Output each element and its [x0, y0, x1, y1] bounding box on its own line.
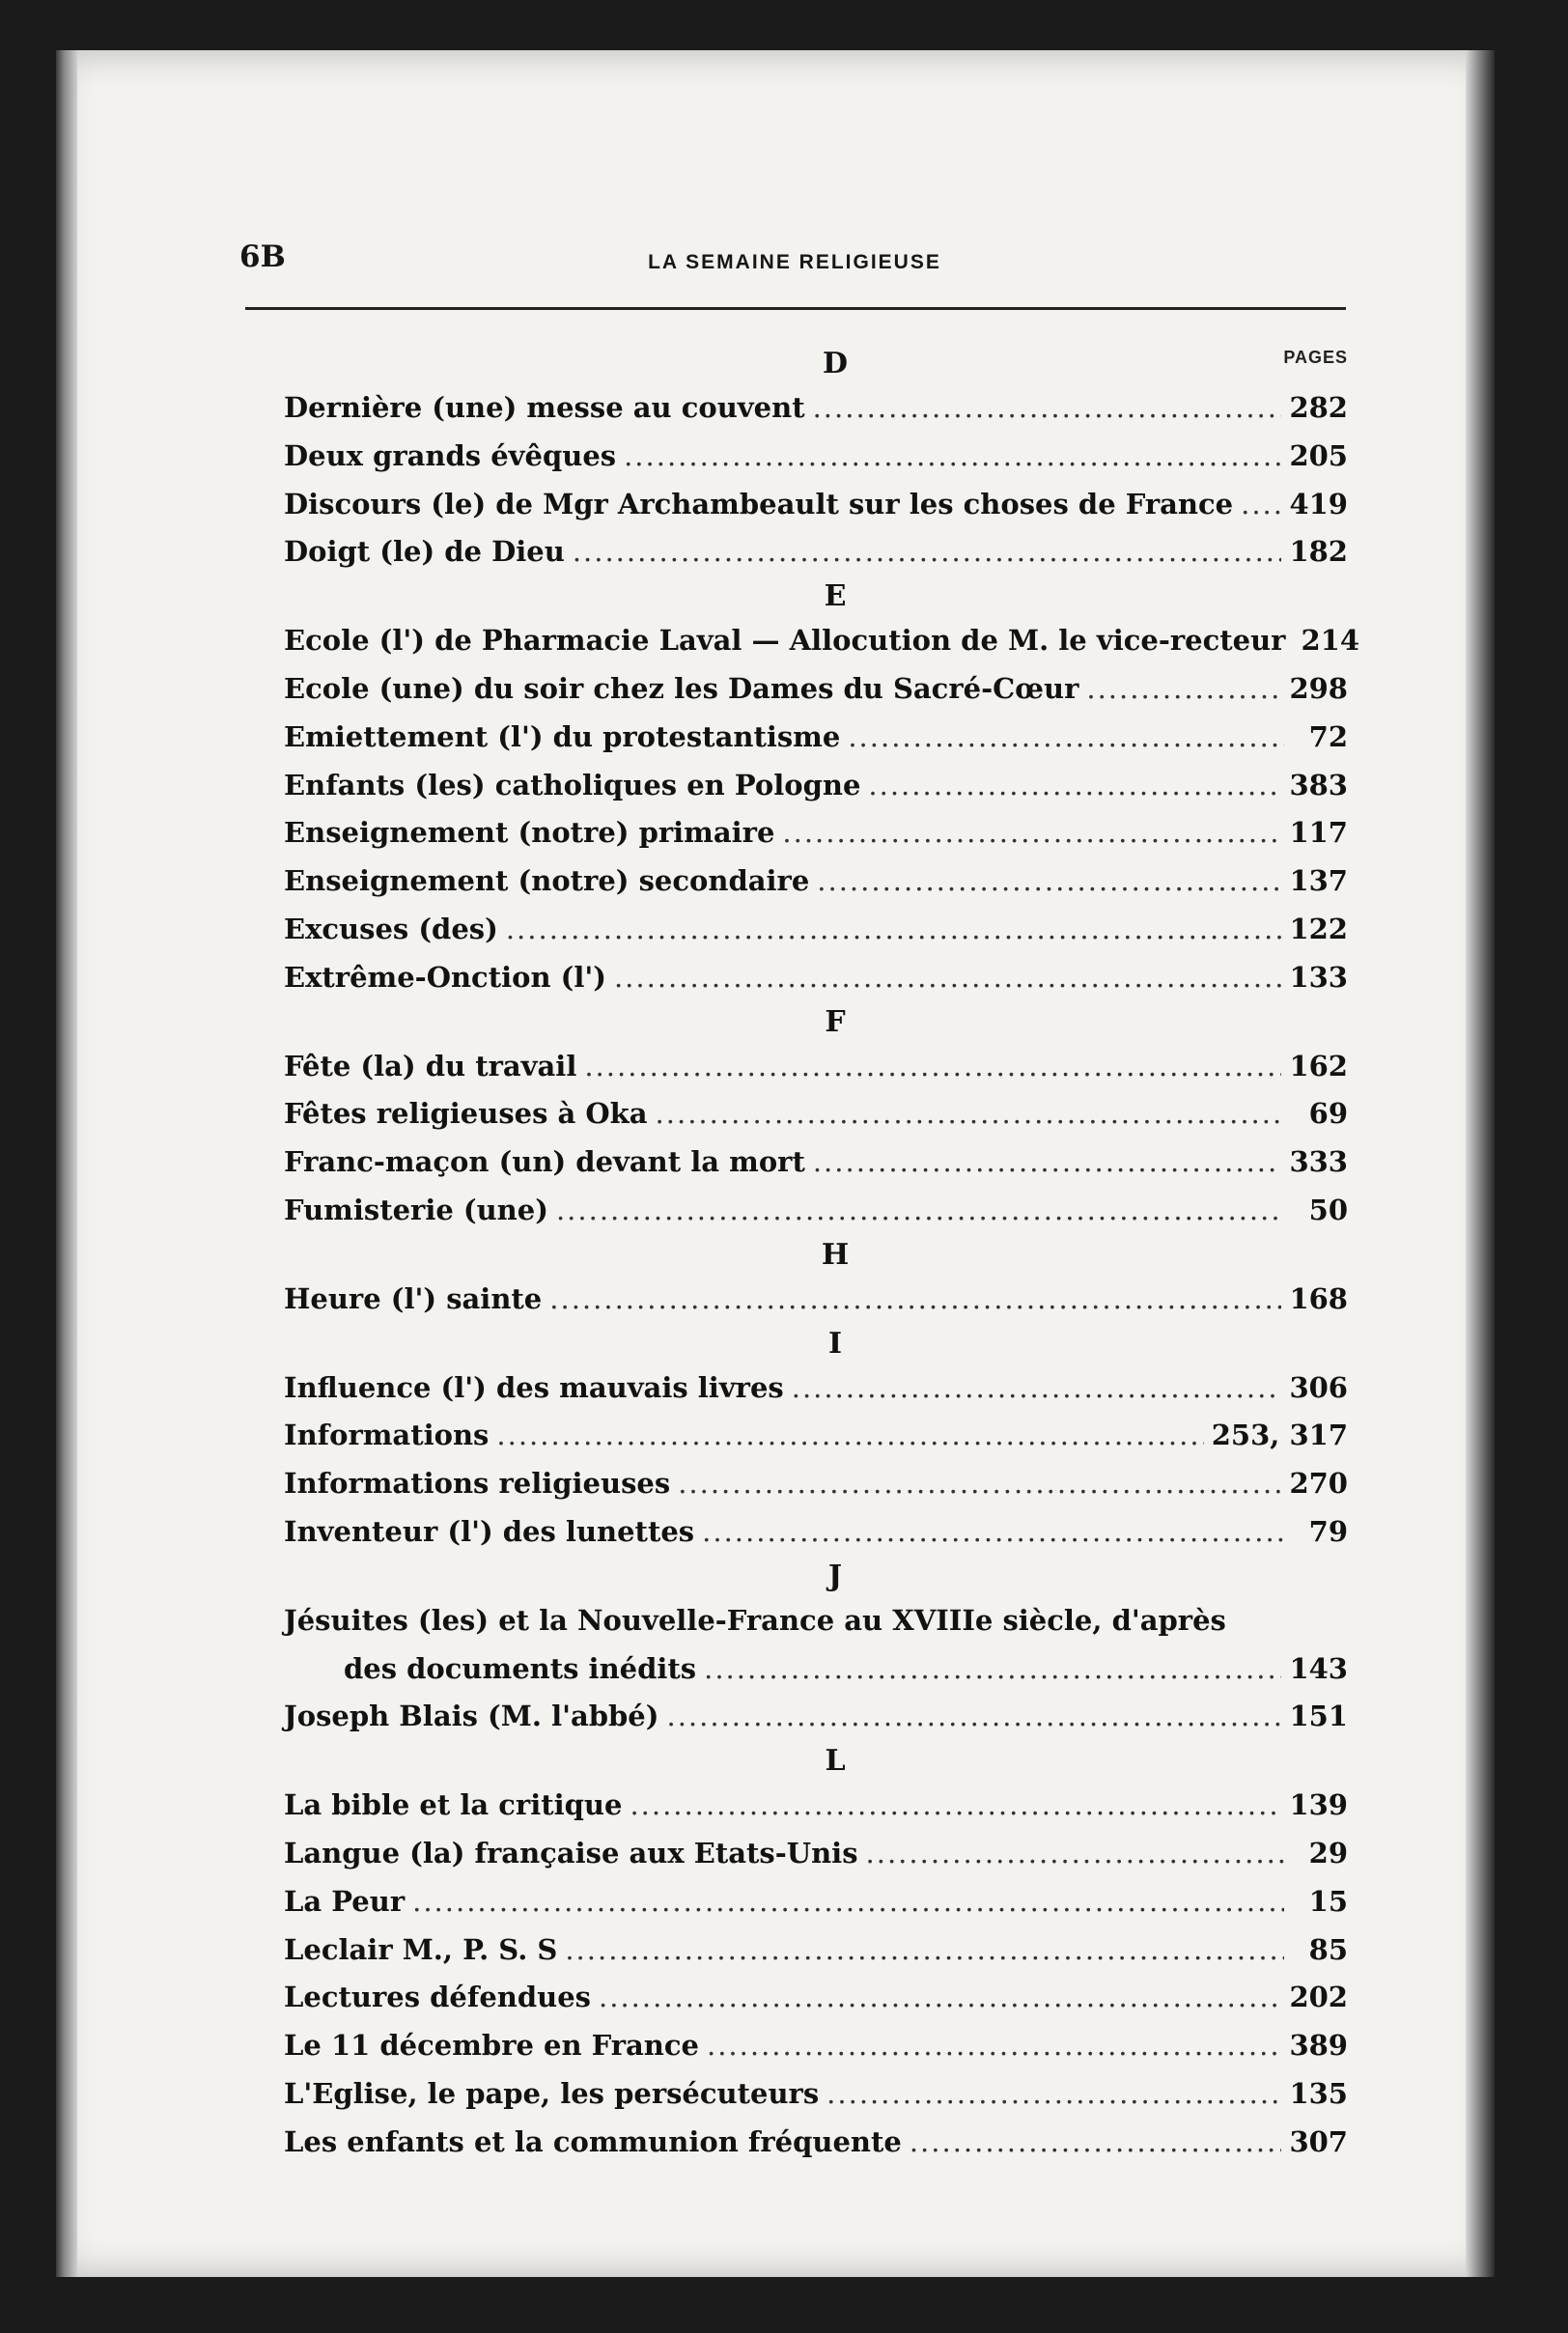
entry-title: Enfants (les) catholiques en Pologne [284, 768, 861, 801]
toc-entry [284, 2119, 1348, 2167]
entry-page: 79 [1308, 1514, 1348, 1548]
entry-page: 298 [1289, 671, 1348, 705]
entry-title: La bible et la critique [284, 1788, 623, 1822]
entry-title: Informations religieuses [284, 1467, 671, 1501]
section-letter: I [827, 1326, 843, 1361]
toc-entry [284, 1508, 1348, 1557]
leader-dots [866, 1830, 1284, 1878]
entry-page: 143 [1289, 1651, 1348, 1685]
leader-dots [573, 528, 1282, 576]
toc-entry [284, 809, 1348, 857]
entry-title: Fête (la) du travail [284, 1049, 577, 1082]
leader-dots [599, 1974, 1281, 2022]
toc-entry [284, 714, 1348, 762]
leader-dots [782, 809, 1281, 857]
toc-entry [284, 1830, 1348, 1878]
entry-title: Franc-maçon (un) devant la mort [284, 1145, 805, 1179]
leader-dots [666, 1693, 1281, 1741]
leader-dots [1241, 481, 1281, 529]
entry-page: 205 [1289, 438, 1348, 472]
entry-page: 419 [1289, 487, 1348, 520]
entry-title: Fêtes religieuses à Oka [284, 1097, 648, 1131]
entry-page: 135 [1289, 2076, 1348, 2110]
entry-page: 168 [1289, 1281, 1348, 1315]
entry-page: 270 [1289, 1467, 1348, 1501]
toc-entry [284, 1187, 1348, 1235]
toc-entry [284, 1043, 1348, 1091]
table-of-contents [284, 344, 1360, 2167]
entry-title: Inventeur (l') des lunettes [284, 1514, 695, 1548]
section-letter: L [825, 1744, 846, 1779]
entry-page: 202 [1289, 1981, 1348, 2014]
toc-entry [284, 857, 1348, 906]
entry-page: 29 [1308, 1836, 1348, 1869]
toc-entry [284, 617, 1360, 665]
toc-entry [284, 1138, 1348, 1187]
leader-dots [496, 1412, 1203, 1460]
entry-title: Lectures défendues [284, 1981, 592, 2014]
toc-entry [284, 665, 1348, 714]
entry-title: Influence (l') des mauvais livres [284, 1370, 784, 1404]
leader-dots [584, 1043, 1281, 1091]
entry-title: Excuses (des) [284, 912, 498, 945]
leader-dots [556, 1187, 1284, 1235]
page-gutter-shadow [56, 50, 77, 2277]
entry-title-continuation: des documents inédits [344, 1651, 697, 1685]
entry-page: 333 [1289, 1145, 1348, 1179]
toc-entry [284, 906, 1348, 954]
entry-page: 214 [1301, 624, 1360, 658]
leader-dots [656, 1090, 1284, 1138]
leader-dots [614, 954, 1281, 1002]
page-number: 6B [239, 239, 286, 274]
entry-title: Emiettement (l') du protestantisme [284, 719, 841, 753]
entry-page: 307 [1289, 2124, 1348, 2158]
toc-entry [284, 1597, 1348, 1645]
section-letter: H [821, 1237, 850, 1272]
leader-dots [910, 2119, 1282, 2167]
entry-title: Joseph Blais (M. l'abbé) [284, 1700, 659, 1733]
entry-page: 162 [1289, 1049, 1348, 1082]
entry-title: Le 11 décembre en France [284, 2029, 699, 2063]
entry-title: Les enfants et la communion fréquente [284, 2124, 902, 2158]
entry-title: Heure (l') sainte [284, 1281, 543, 1315]
entry-page: 306 [1289, 1370, 1348, 1404]
entry-page: 182 [1289, 535, 1348, 569]
entry-page: 72 [1308, 719, 1348, 753]
toc-entry [284, 1460, 1348, 1508]
leader-dots [826, 2070, 1281, 2119]
header-rule [245, 307, 1346, 310]
leader-dots [565, 1926, 1284, 1975]
entry-title: La Peur [284, 1884, 406, 1918]
toc-entry [284, 481, 1348, 529]
entry-title: Discours (le) de Mgr Archambeault sur les choses de France [284, 487, 1234, 520]
entry-page: 69 [1308, 1097, 1348, 1131]
entry-title: Jésuites (les) et la Nouvelle-France au XVIIIe siècle, d'après [284, 1603, 1226, 1637]
running-title: LA SEMAINE RELIGIEUSE [648, 251, 941, 273]
section-letter: E [824, 579, 847, 614]
toc-entry [284, 528, 1348, 576]
entry-title: Extrême-Onction (l') [284, 960, 606, 994]
entry-title: Langue (la) française aux Etats-Unis [284, 1836, 858, 1869]
entry-page: 383 [1289, 768, 1348, 801]
page-edge-shadow [1466, 50, 1495, 2277]
section-letter: F [825, 1004, 846, 1039]
leader-dots [704, 1645, 1281, 1694]
leader-dots [506, 906, 1282, 954]
entry-page: 15 [1308, 1884, 1348, 1918]
toc-entry [284, 954, 1348, 1002]
entry-page: 282 [1289, 391, 1348, 424]
entry-page: 122 [1289, 912, 1348, 945]
leader-dots [702, 1508, 1284, 1557]
entry-page: 50 [1308, 1193, 1348, 1226]
toc-entry [284, 762, 1348, 810]
leader-dots [630, 1782, 1281, 1830]
toc-entry [284, 1926, 1348, 1975]
toc-entry [284, 2022, 1348, 2070]
page-header [239, 239, 1350, 288]
entry-title: L'Eglise, le pape, les persécuteurs [284, 2076, 820, 2110]
entry-page: 389 [1289, 2029, 1348, 2063]
pages-column-label: PAGES [1283, 348, 1348, 367]
leader-dots [868, 762, 1281, 810]
entry-page: 133 [1289, 960, 1348, 994]
toc-entry [284, 1412, 1348, 1460]
leader-dots [707, 2022, 1281, 2070]
entry-page: 151 [1289, 1700, 1348, 1733]
entry-title: Ecole (l') de Pharmacie Laval — Allocution de M. le vice-recteur [284, 624, 1286, 658]
leader-dots [817, 857, 1281, 906]
leader-dots [412, 1878, 1284, 1926]
entry-page: 139 [1289, 1788, 1348, 1822]
toc-entry [284, 433, 1348, 481]
entry-page: 253, 317 [1211, 1419, 1348, 1452]
toc-entry [284, 1974, 1348, 2022]
section-letter: J [827, 1559, 843, 1593]
entry-title: Leclair M., P. S. S [284, 1932, 558, 1966]
leader-dots [792, 1364, 1282, 1413]
leader-dots [848, 714, 1284, 762]
entry-title: Dernière (une) messe au couvent [284, 391, 805, 424]
leader-dots [1086, 665, 1281, 714]
toc-entry [284, 2070, 1348, 2119]
toc-entry [284, 1090, 1348, 1138]
entry-page: 85 [1308, 1932, 1348, 1966]
toc-entry [284, 1693, 1348, 1741]
entry-title: Doigt (le) de Dieu [284, 535, 565, 569]
entry-page: 117 [1289, 816, 1348, 850]
entry-title: Enseignement (notre) secondaire [284, 864, 810, 898]
entry-title: Ecole (une) du soir chez les Dames du Sacré-Cœur [284, 671, 1079, 705]
toc-entry [284, 1782, 1348, 1830]
leader-dots [813, 1138, 1282, 1187]
toc-entry [284, 384, 1348, 433]
toc-entry [284, 1878, 1348, 1926]
entry-title: Enseignement (notre) primaire [284, 816, 775, 850]
section-letter: D [822, 347, 848, 380]
leader-dots [549, 1276, 1281, 1324]
leader-dots [678, 1460, 1281, 1508]
leader-dots [813, 384, 1282, 433]
entry-page: 137 [1289, 864, 1348, 898]
entry-title: Deux grands évêques [284, 438, 617, 472]
toc-entry [284, 1276, 1348, 1324]
leader-dots [624, 433, 1281, 481]
toc-entry-continuation [284, 1645, 1348, 1694]
entry-title: Informations [284, 1419, 490, 1452]
toc-entry [284, 1364, 1348, 1413]
entry-title: Fumisterie (une) [284, 1193, 548, 1226]
